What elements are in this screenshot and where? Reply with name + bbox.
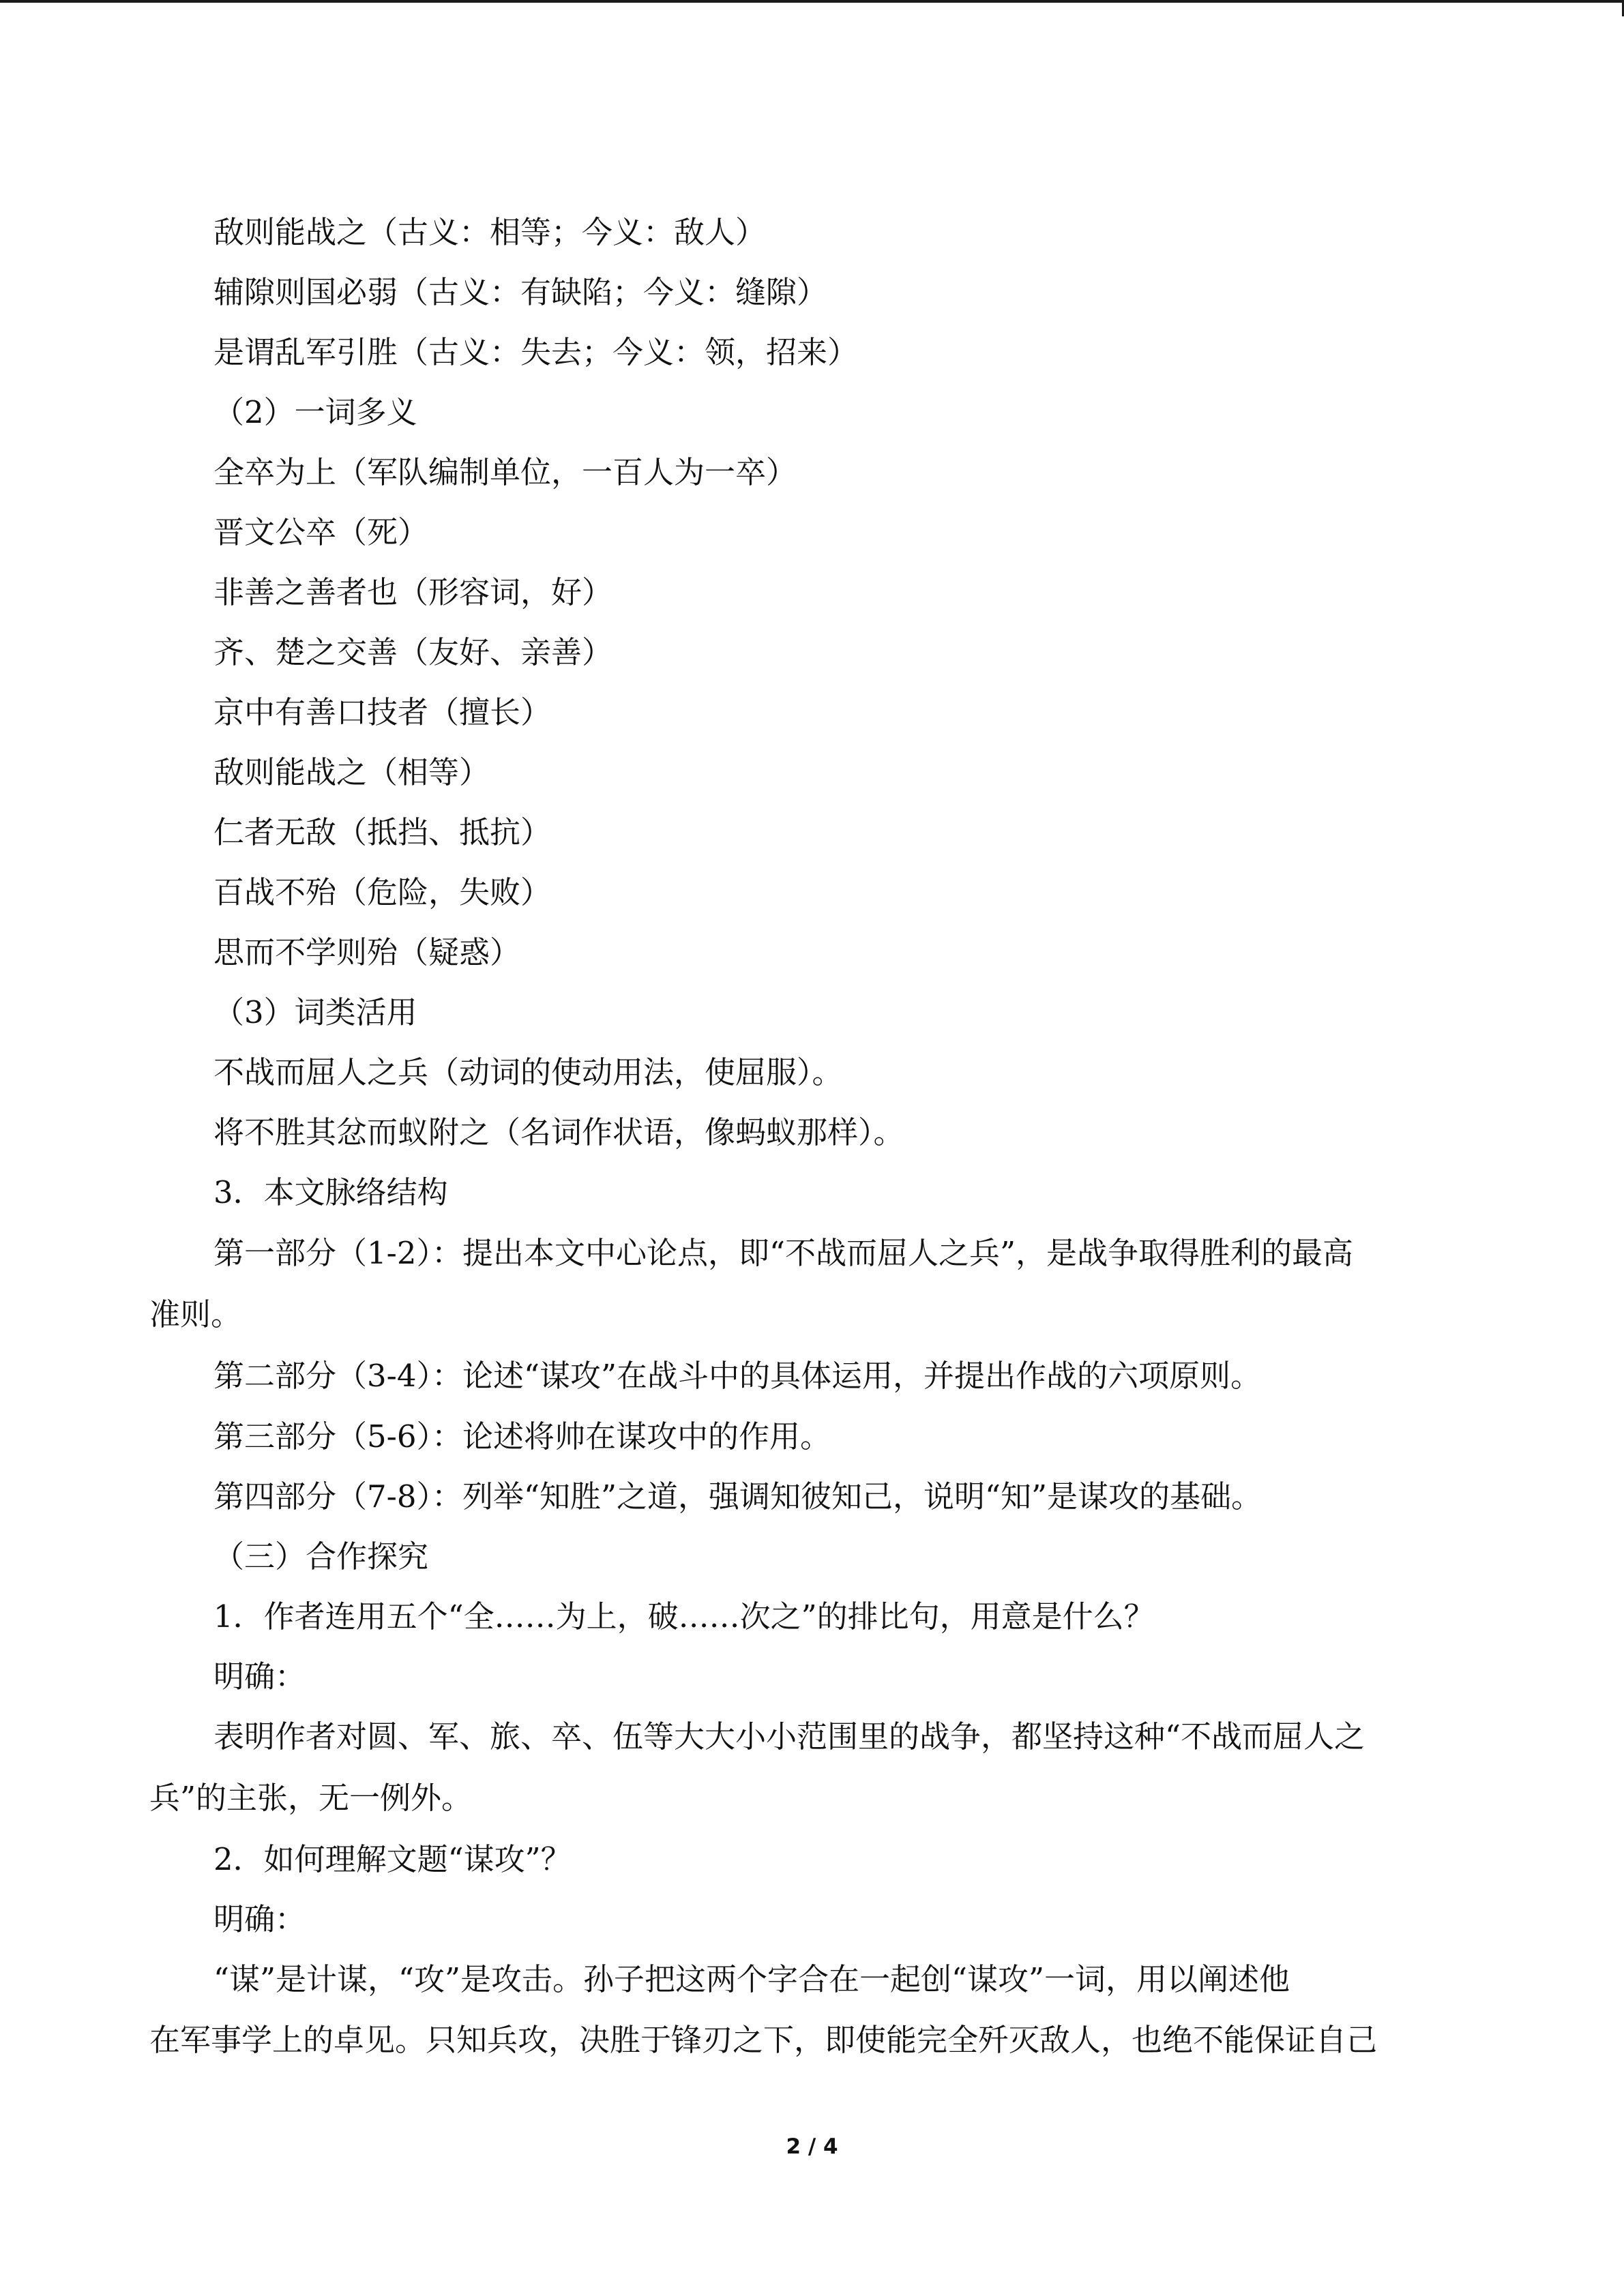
text-line: 非善之善者也（形容词，好） bbox=[213, 574, 613, 610]
section-heading: （2）一词多义 bbox=[213, 394, 417, 430]
text-line: 辅隙则国必弱（古义：有缺陷；今义：缝隙） bbox=[213, 274, 828, 310]
text-line: 是谓乱军引胜（古义：失去；今义：领，招来） bbox=[213, 334, 859, 370]
text-line: 将不胜其忿而蚁附之（名词作状语，像蚂蚁那样）。 bbox=[213, 1114, 904, 1150]
text-line: 全卒为上（军队编制单位，一百人为一卒） bbox=[213, 454, 797, 490]
text-line: 齐、楚之交善（友好、亲善） bbox=[213, 634, 613, 670]
text-line: 兵”的主张，无一例外。 bbox=[149, 1780, 473, 1816]
text-line: 第四部分（7-8）：列举“知胜”之道，强调知彼知己，说明“知”是谋攻的基础。 bbox=[213, 1478, 1262, 1515]
question-line: 2．如何理解文题“谋攻”？ bbox=[213, 1841, 572, 1877]
text-line: 第一部分（1-2）：提出本文中心论点，即“不战而屈人之兵”，是战争取得胜利的最高 bbox=[213, 1235, 1353, 1271]
text-line: 晋文公卒（死） bbox=[213, 514, 429, 550]
question-line: 1．作者连用五个“全……为上，破……次之”的排比句，用意是什么？ bbox=[213, 1598, 1155, 1635]
answer-label: 明确： bbox=[213, 1658, 306, 1695]
text-line: 敌则能战之（相等） bbox=[213, 754, 490, 790]
text-line: 第二部分（3-4）：论述“谋攻”在战斗中的具体运用，并提出作战的六项原则。 bbox=[213, 1358, 1261, 1394]
section-heading: （三）合作探究 bbox=[213, 1538, 429, 1575]
text-line: 表明作者对圆、军、旅、卒、伍等大大小小范围里的战争，都坚持这种“不战而屈人之 bbox=[213, 1718, 1365, 1755]
page-number: 2 / 4 bbox=[786, 2134, 838, 2159]
text-line: 敌则能战之（古义：相等；今义：敌人） bbox=[213, 214, 767, 250]
text-line: 在军事学上的卓见。只知兵攻，决胜于锋刃之下，即使能完全歼灭敌人，也绝不能保证自己 bbox=[149, 2022, 1378, 2058]
section-heading: 3．本文脉络结构 bbox=[213, 1174, 448, 1210]
page-top-border bbox=[0, 0, 1624, 3]
section-heading: （3）词类活用 bbox=[213, 994, 417, 1030]
text-line: 京中有善口技者（擅长） bbox=[213, 694, 552, 730]
text-line: 第三部分（5-6）：论述将帅在谋攻中的作用。 bbox=[213, 1418, 831, 1455]
text-line: “谋”是计谋，“攻”是攻击。孙子把这两个字合在一起创“谋攻”一词，用以阐述他 bbox=[213, 1961, 1290, 1997]
text-line: 思而不学则殆（疑惑） bbox=[213, 934, 521, 970]
text-line: 仁者无敌（抵挡、抵抗） bbox=[213, 814, 552, 850]
text-line: 准则。 bbox=[149, 1296, 242, 1332]
text-line: 不战而屈人之兵（动词的使动用法，使屈服）。 bbox=[213, 1054, 843, 1090]
answer-label: 明确： bbox=[213, 1901, 306, 1937]
text-line: 百战不殆（危险，失败） bbox=[213, 874, 552, 910]
